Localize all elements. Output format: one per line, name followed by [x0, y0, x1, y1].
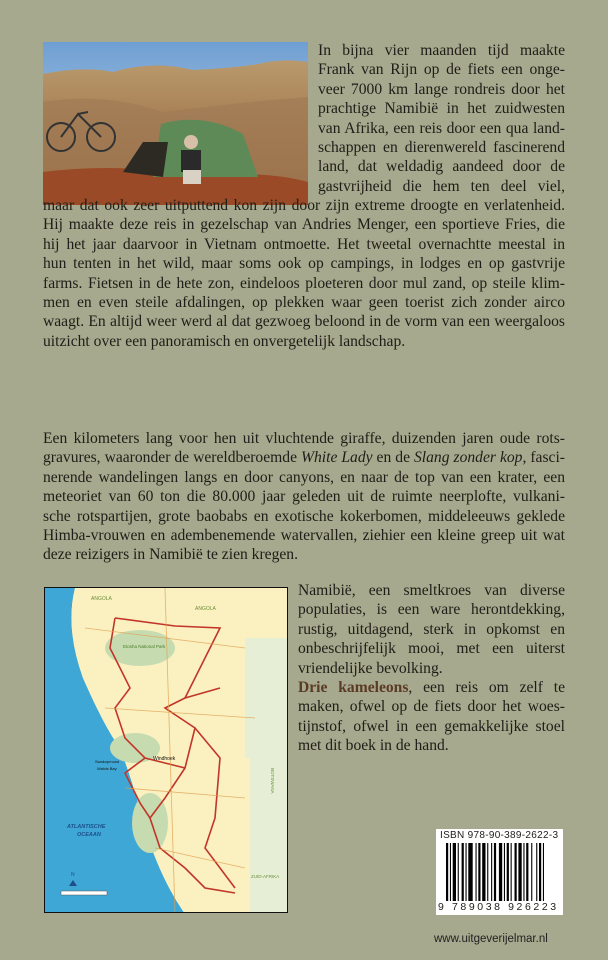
- isbn-label: ISBN 978-90-389-2622-3: [440, 830, 559, 841]
- text-line: Namibië, een smeltkroes van diverse: [298, 582, 565, 599]
- text-line: men en even steile afdalingen, op plekken waar geen toerist zich zonder airco: [43, 293, 565, 311]
- barcode-bar: [478, 843, 480, 901]
- text-line: van Afrika, een reis door een qua land-: [318, 119, 565, 137]
- map-label: Swakopmund: [95, 759, 120, 764]
- barcode-bar: [446, 843, 448, 901]
- text-line: maar dat ook zeer uitputtend kon zijn door zijn extreme droogte en verlatenheid.: [43, 197, 565, 214]
- barcode-bar: [494, 843, 496, 901]
- barcode-bar: [536, 843, 537, 901]
- text-line: maken, ofwel op de fiets door het woes-: [298, 698, 565, 716]
- text-line: gastvrijheid die hem ten deel viel,: [318, 177, 565, 195]
- text-line: uitzicht over een panoramisch en onvergetelijk landschap.: [43, 332, 406, 350]
- intro-text-right: [318, 41, 565, 196]
- text-span: , een reis om zelf te: [408, 678, 565, 696]
- text-line: veer 7000 km lange rondreis door het: [318, 80, 565, 98]
- barcode-bar: [515, 843, 517, 901]
- barcode-bar: [487, 843, 488, 901]
- barcode-bar: [504, 843, 505, 901]
- map-label: BOTSWANA: [270, 768, 275, 794]
- barcode-bar: [526, 843, 528, 901]
- barcode-bar: [482, 843, 485, 901]
- intro-text-full: [43, 196, 565, 351]
- book-title: Drie kameleons: [298, 678, 409, 696]
- map-north-label: N: [71, 872, 75, 878]
- text-line: hij het jaar daarvoor in Vietnam ontmoette. Het tweetal overnachtte meestal in: [43, 235, 565, 253]
- text-line: meteoriet van 60 ton die 80.000 jaar geleden uit de ruimte neerplofte, vulkani-: [43, 488, 565, 506]
- map-label: Windhoek: [153, 756, 176, 762]
- text-line: Een kilometers lang voor hen uit vluchtende giraffe, duizenden jaren oude rots-: [43, 430, 565, 447]
- barcode-bar: [462, 843, 464, 901]
- cover-photo-tent-camp: [43, 42, 308, 205]
- barcode-bar: [539, 843, 541, 901]
- text-line: tijnstof, ofwel in een gemakkelijke stoel: [298, 717, 565, 735]
- text-line: deze reizigers in Namibië te zien kregen.: [43, 546, 299, 564]
- map-label: ATLANTISCHE: [67, 824, 106, 830]
- highlights-paragraph: [43, 429, 565, 565]
- map-label: Walvis Bay: [97, 766, 117, 771]
- barcode-bar: [476, 843, 477, 901]
- text-line: land, dat weldadig aandeed door de: [318, 158, 565, 176]
- text-line: [43, 448, 565, 467]
- text-line: prachtige Namibië in het zuidwesten: [318, 100, 565, 118]
- text-span: en de: [372, 449, 414, 467]
- barcode-bar: [543, 843, 544, 901]
- text-line: schappen en dierenwereld fascinerend: [318, 138, 565, 156]
- map-label: ANGOLA: [91, 596, 112, 602]
- map-label: OCEAAN: [77, 832, 101, 838]
- text-span: , fasci-: [522, 449, 565, 467]
- map-scale-bar: [61, 891, 107, 895]
- barcode-bar: [453, 843, 456, 901]
- text-span: gravures, waaronder de wereldberoemde: [43, 449, 301, 467]
- barcode-bar: [468, 843, 472, 901]
- text-line: farms. Fietsen in de hete zon, eindeloos ploeteren door mul zand, op steile klim-: [43, 274, 565, 292]
- barcode-bar: [450, 843, 451, 901]
- barcode-bar: [458, 843, 459, 901]
- italic-title: Slang zonder kop: [413, 449, 523, 467]
- text-line: [298, 678, 565, 697]
- publisher-website[interactable]: www.uitgeverijelmar.nl: [434, 933, 548, 945]
- text-line: hun tenten in het wild, maar soms ook op campings, in lodges en op gastvrije: [43, 255, 565, 273]
- text-line: rustig, uitdagend, sterk in opkomst en: [298, 620, 565, 638]
- text-line: onbeschrijfelijk mooi, met een uiterst: [298, 640, 565, 658]
- map-label: ZUID-AFRIKA: [251, 874, 280, 879]
- text-line: nerende wandelingen langs en door canyons, en naar de top van een krater, een: [43, 468, 565, 486]
- barcode-bars: [436, 843, 563, 903]
- text-line: Hij maakte deze reis in gezelschap van Andries Menger, een sportieve Fries, die: [43, 216, 565, 234]
- text-line: sche rotspartijen, grote baobabs en exotische kokerbomen, middeleeuws geklede: [43, 507, 565, 525]
- barcode-bar: [531, 843, 532, 901]
- barcode-bar: [466, 843, 467, 901]
- namibia-route-map: [44, 587, 288, 913]
- barcode-bar: [507, 843, 509, 901]
- text-line: populaties, is een ware herontdekking,: [298, 601, 565, 619]
- map-label: Etosha National Park: [123, 644, 166, 649]
- barcode-bar: [523, 843, 524, 901]
- italic-title: White Lady: [301, 449, 373, 467]
- barcode-bar: [491, 843, 492, 901]
- namibia-paragraph: [298, 581, 565, 756]
- text-line: Frank van Rijn op de fiets een onge-: [318, 61, 565, 79]
- barcode-bar: [511, 843, 512, 901]
- text-line: In bijna vier maanden tijd maakte: [318, 42, 565, 59]
- isbn-barcode: [436, 829, 563, 915]
- barcode-bar: [499, 843, 502, 901]
- text-line: met dit boek in de hand.: [298, 737, 449, 755]
- text-line: Himba-vrouwen en adembenemende watervallen, ziehier een kleine greep uit wat: [43, 526, 565, 544]
- barcode-bar: [518, 843, 521, 901]
- map-label: ANGOLA: [195, 606, 216, 612]
- text-line: waagt. En altijd weer werd al dat gezwoeg beloond in de vorm van een weergaloos: [43, 313, 565, 331]
- ean-digits: 9 789038 926223: [438, 901, 559, 913]
- text-line: vriendelijke bevolking.: [298, 659, 443, 677]
